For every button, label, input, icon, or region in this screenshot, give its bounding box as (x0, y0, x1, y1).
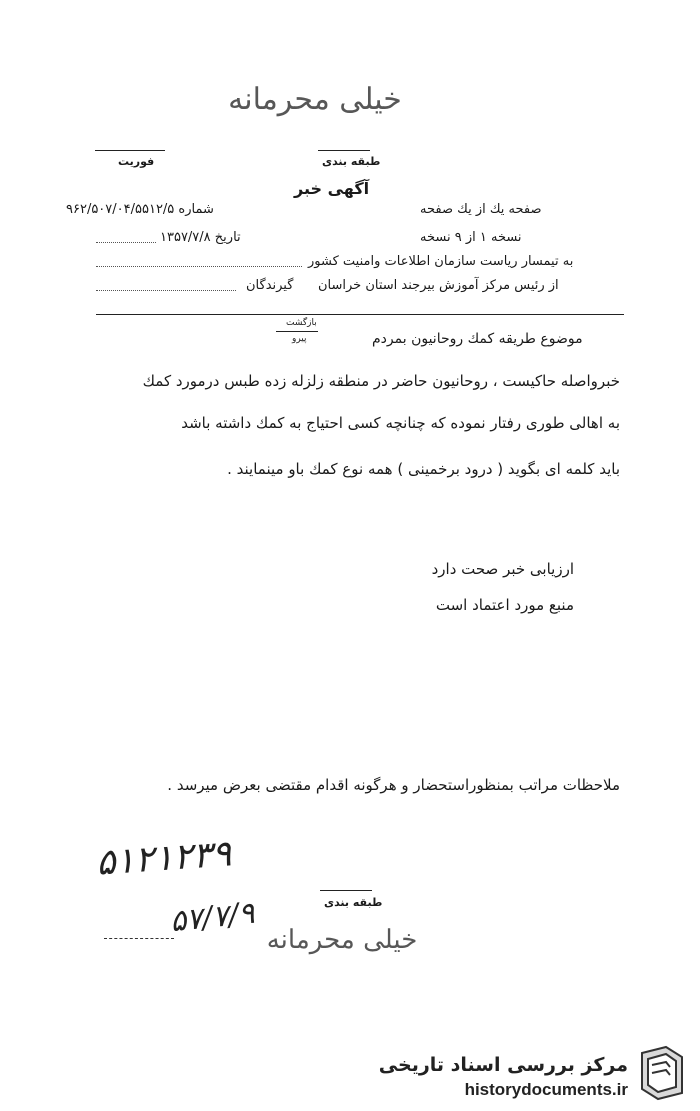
urgency-label: فوریت (118, 155, 155, 168)
date-field: تاریخ ۱۳۵۷/۷/۸ (160, 230, 241, 245)
urgency-line (95, 150, 165, 151)
watermark-title: مرکز بررسی اسناد تاریخی (378, 1054, 628, 1076)
page-field: صفحه یك از یك صفحه (420, 202, 542, 217)
from-field: از رئیس مرکز آموزش بیرجند استان خراسان (318, 278, 559, 293)
number-field: شماره ۹۶۲/۵۰۷/۰۴/۵۵۱۲/۵ (66, 202, 214, 217)
watermark-url: historydocuments.ir (464, 1080, 628, 1099)
subject-line: موضوع طریقه کمك روحانیون بمردم (372, 331, 583, 347)
header-divider (96, 314, 624, 315)
from-dots (96, 278, 236, 291)
receivers-label: گیرندگان (246, 278, 294, 293)
date-dots (96, 230, 156, 243)
handwritten-date: ۵۷/۷/۹ (168, 895, 257, 940)
handwritten-dash (104, 938, 174, 939)
archive-logo-icon (636, 1043, 688, 1101)
bottom-classification-stamp: خیلی محرمانه (266, 925, 418, 955)
top-classification-stamp: خیلی محرمانه (228, 82, 402, 117)
form-title: آگهی خبر (294, 179, 370, 198)
to-dots (96, 254, 302, 267)
bottom-classification-line (320, 890, 372, 891)
assessment-line: ارزیابی خبر صحت دارد (431, 560, 574, 578)
classification-label: طبقه بندی (322, 155, 381, 168)
handwritten-number: ۵۱۲۱۲۳۹ (94, 833, 233, 884)
return-label: بازگشت (286, 318, 317, 328)
source-line: منبع مورد اعتماد است (435, 596, 574, 614)
return-divider (276, 331, 318, 332)
body-line-3: باید کلمه ای بگوید ( درود برخمینی ) همه نوع کمك باو مینمایند . (227, 460, 620, 478)
remarks-line: ملاحظات مراتب بمنظوراستحضار و هرگونه اقدام مقتضی بعرض میرسد . (167, 776, 620, 794)
body-line-2: به اهالی طوری رفتار نموده که چنانچه کسی احتیاج به کمك داشته باشد (181, 414, 620, 432)
copy-field: نسخه ۱ از ۹ نسخه (420, 230, 522, 245)
body-line-1: خبرواصله حاکیست ، روحانیون حاضر در منطقه زلزله زده طبس درمورد کمك (142, 372, 620, 390)
bottom-classification-label: طبقه بندی (324, 896, 383, 909)
follow-label: پیرو (292, 334, 307, 344)
to-field: به تیمسار ریاست سازمان اطلاعات وامنیت کشور (308, 254, 574, 269)
classification-line (318, 150, 370, 151)
